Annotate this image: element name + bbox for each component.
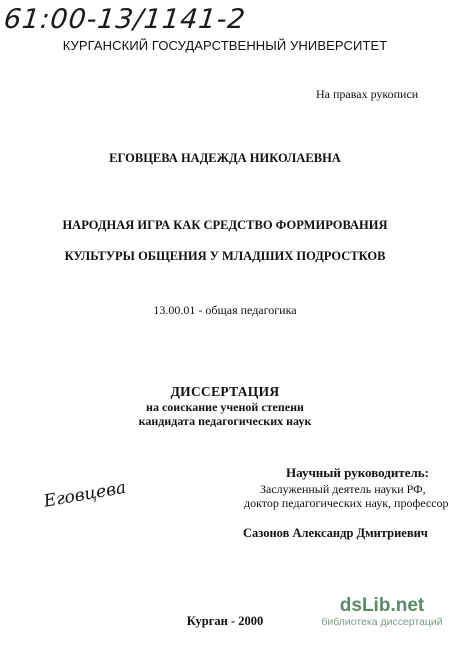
- author-signature: Еговцева: [42, 477, 128, 512]
- degree-purpose-line-2: кандидата педагогических наук: [138, 414, 312, 428]
- dissertation-title-line-2: КУЛЬТУРЫ ОБЩЕНИЯ У МЛАДШИХ ПОДРОСТКОВ: [64, 249, 386, 263]
- watermark-logo: dsLib.net: [339, 595, 425, 616]
- university-name: КУРГАНСКИЙ ГОСУДАРСТВЕННЫЙ УНИВЕРСИТЕТ: [62, 38, 388, 53]
- supervisor-title-line-1: Заслуженный деятель науки РФ,: [260, 482, 426, 496]
- supervisor-heading: Научный руководитель:: [286, 465, 429, 480]
- degree-purpose-line-1: на соискание ученой степени: [146, 400, 304, 414]
- supervisor-name: Сазонов Александр Дмитриевич: [243, 526, 428, 540]
- watermark-subtitle: библиотека диссертаций: [321, 616, 443, 628]
- specialty-code: 13.00.01 - общая педагогика: [153, 303, 297, 317]
- dslib-watermark: [318, 596, 446, 628]
- supervisor-title-line-2: доктор педагогических наук, профессор: [244, 496, 449, 510]
- manuscript-rights-note: На правах рукописи: [316, 87, 419, 101]
- document-type-heading: ДИССЕРТАЦИЯ: [170, 384, 280, 399]
- author-name: ЕГОВЦЕВА НАДЕЖДА НИКОЛАЕВНА: [109, 151, 341, 165]
- archive-code-handwritten: 61:00-13/1141-2: [2, 4, 248, 35]
- city-and-year: Курган - 2000: [186, 614, 264, 628]
- dissertation-title-line-1: НАРОДНАЯ ИГРА КАК СРЕДСТВО ФОРМИРОВАНИЯ: [62, 218, 388, 232]
